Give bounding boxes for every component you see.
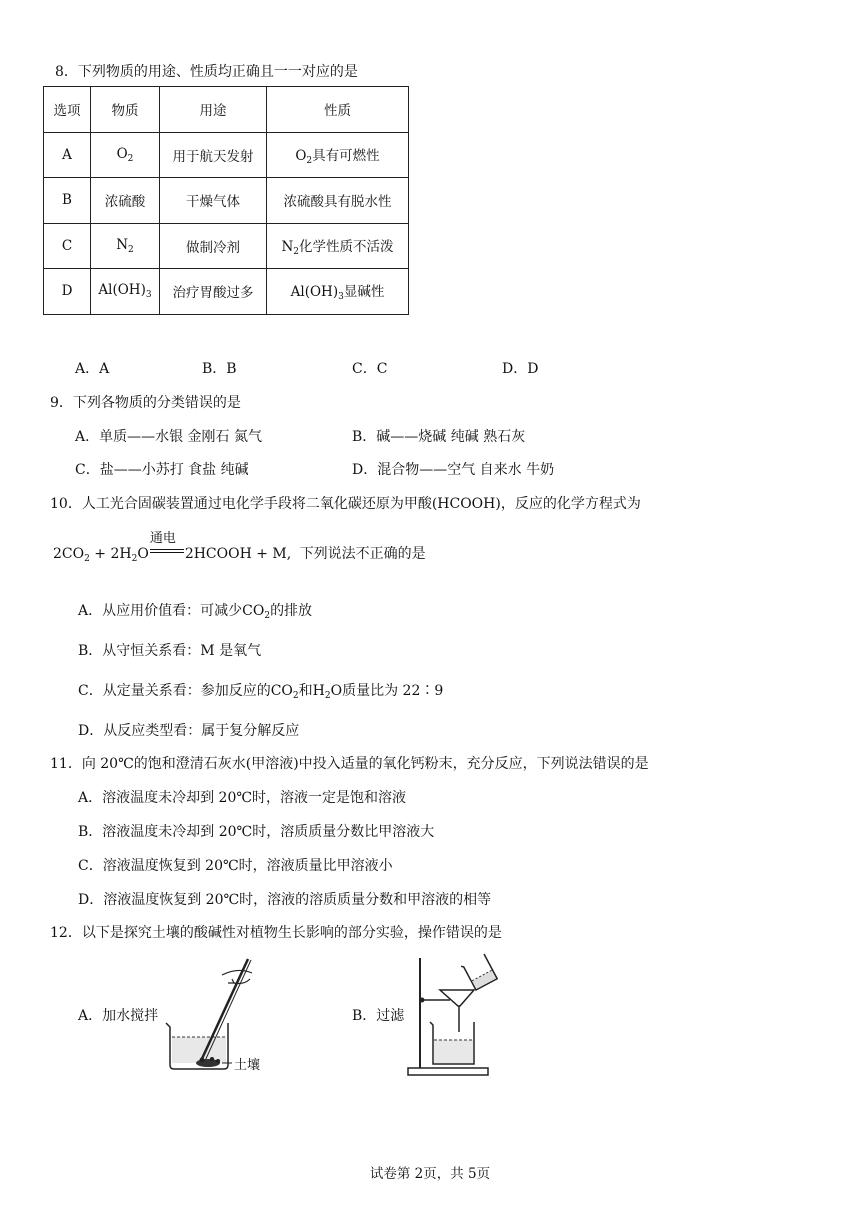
cell-use: 做制冷剂 [160, 223, 267, 269]
table-header: 物质 [91, 87, 160, 133]
q10-option-d[interactable]: D．从反应类型看：属于复分解反应 [78, 723, 300, 739]
q9-option-b[interactable]: B．碱——烧碱 纯碱 熟石灰 [352, 429, 526, 445]
cell-substance: $O_2$ [91, 132, 160, 178]
q9-stem: 9．下列各物质的分类错误的是 [50, 395, 241, 411]
cell-use: 治疗胃酸过多 [160, 269, 267, 315]
table-row [44, 132, 409, 178]
cell-use: 用于航天发射 [160, 132, 267, 178]
table-row [44, 223, 409, 269]
q9-option-a[interactable]: A．单质——水银 金刚石 氮气 [75, 429, 263, 445]
cell-substance: $Al(OH)_3$ [91, 269, 160, 315]
q10-equation: $2CO_2 + 2H_2O$ 通电 2HCOOH + M, 下列说法不正确的是 [53, 531, 426, 564]
q10-option-c[interactable]: C．从定量关系看：参加反应的$CO_2$和$H_2O$质量比为 22∶9 [78, 683, 444, 701]
cell-property: $O_2$具有可燃性 [267, 132, 409, 178]
cell-option: B [44, 178, 91, 224]
table-header: 选项 [44, 87, 91, 133]
q11-stem: 11．向 20℃的饱和澄清石灰水(甲溶液)中投入适量的氧化钙粉末，充分反应，下列说法错误的是 [50, 756, 649, 772]
soil-label: 土壤 [234, 1058, 261, 1073]
q10-stem: 10．人工光合固碳装置通过电化学手段将二氧化碳还原为甲酸(HCOOH)，反应的化学方程式为 [50, 496, 641, 512]
q11-option-a[interactable]: A．溶液温度未冷却到 20℃时，溶液一定是饱和溶液 [78, 790, 407, 806]
cell-property: $N_2$化学性质不活泼 [267, 223, 409, 269]
table-header: 用途 [160, 87, 267, 133]
q8-stem: 8．下列物质的用途、性质均正确且一一对应的是 [55, 64, 358, 80]
table-row [44, 178, 409, 224]
q11-option-b[interactable]: B．溶液温度未冷却到 20℃时，溶质质量分数比甲溶液大 [78, 824, 435, 840]
table-row [44, 269, 409, 315]
q12-stem: 12．以下是探究土壤的酸碱性对植物生长影响的部分实验，操作错误的是 [50, 925, 502, 941]
q8-table [43, 86, 409, 315]
cell-use: 干燥气体 [160, 178, 267, 224]
q10-option-b[interactable]: B．从守恒关系看：M 是氧气 [78, 643, 262, 659]
q11-option-d[interactable]: D．溶液温度恢复到 20℃时，溶液的溶质质量分数和甲溶液的相等 [78, 892, 492, 908]
equation-condition: 通电 [150, 544, 184, 558]
table-header-row [44, 87, 409, 133]
q8-option-a[interactable]: A．A [75, 361, 110, 377]
q10-option-a[interactable]: A．从应用价值看：可减少$CO_2$的排放 [78, 603, 313, 621]
stirring-beaker-figure [160, 955, 280, 1075]
cell-option: C [44, 223, 91, 269]
q12-option-a[interactable]: A．加水搅拌 [78, 1008, 159, 1024]
filtration-figure [400, 950, 510, 1080]
page-footer: 试卷第 2页，共 5页 [369, 1166, 491, 1182]
q8-option-b[interactable]: B．B [202, 361, 237, 377]
cell-substance: $N_2$ [91, 223, 160, 269]
cell-option: D [44, 269, 91, 315]
cell-property: $Al(OH)_3$显碱性 [267, 269, 409, 315]
q9-option-c[interactable]: C．盐——小苏打 食盐 纯碱 [75, 462, 249, 478]
q12-option-b[interactable]: B．过滤 [352, 1008, 405, 1024]
table-header: 性质 [267, 87, 409, 133]
cell-option: A [44, 132, 91, 178]
cell-property: 浓硫酸具有脱水性 [267, 178, 409, 224]
cell-substance: 浓硫酸 [91, 178, 160, 224]
q8-option-c[interactable]: C．C [352, 361, 388, 377]
q11-option-c[interactable]: C．溶液温度恢复到 20℃时，溶液质量比甲溶液小 [78, 858, 393, 874]
q8-option-d[interactable]: D．D [502, 361, 539, 377]
q9-option-d[interactable]: D．混合物——空气 自来水 牛奶 [352, 462, 555, 478]
